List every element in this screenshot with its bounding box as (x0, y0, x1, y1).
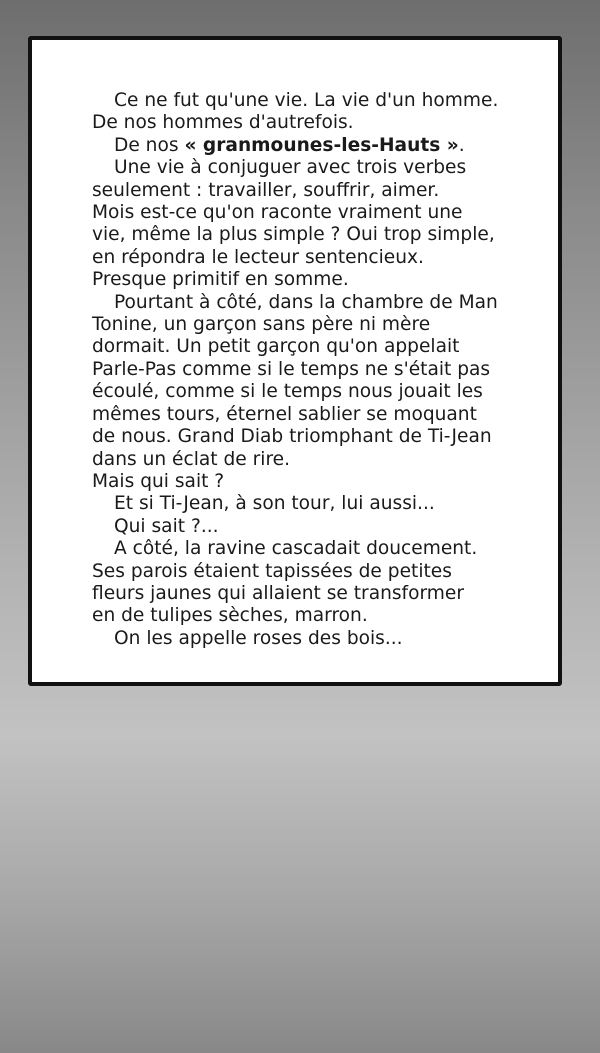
text-line: Ses parois étaient tapissées de petites (92, 560, 452, 582)
text-line: dans un éclat de rire. (92, 448, 291, 470)
text-line: Mois est-ce qu'on raconte vraiment une (92, 202, 463, 224)
text-fragment: De nos (114, 134, 185, 156)
passage-text (92, 90, 532, 650)
text-line: Ce ne fut qu'une vie. La vie d'un homme. (114, 90, 499, 111)
text-line: en de tulipes sèches, marron. (92, 605, 368, 627)
bold-title: « granmounes-les-Hauts » (184, 134, 459, 156)
text-line: fleurs jaunes qui allaient se transformer (92, 582, 464, 604)
text-line: vie, même la plus simple ? Oui trop simple, (92, 224, 495, 246)
text-line: dormait. Un petit garçon qu'on appelait (92, 336, 460, 358)
text-line: A côté, la ravine cascadait doucement. (114, 538, 478, 560)
text-line: De nos hommes d'autrefois. (92, 112, 354, 134)
text-line: Qui sait ?... (114, 515, 219, 537)
text-line: en répondra le lecteur sentencieux. (92, 246, 424, 268)
text-line: Tonine, un garçon sans père ni mère (92, 314, 431, 336)
text-line: On les appelle roses des bois... (114, 627, 403, 649)
text-line: Presque primitif en somme. (92, 269, 349, 291)
text-line: Une vie à conjuguer avec trois verbes (114, 157, 467, 179)
text-panel (28, 36, 562, 686)
text-line: Mais qui sait ? (92, 470, 225, 492)
text-line: Parle-Pas comme si le temps ne s'était pas (92, 358, 491, 380)
text-line: écoulé, comme si le temps nous jouait les (92, 381, 483, 403)
text-fragment: . (458, 134, 465, 156)
text-line: mêmes tours, éternel sablier se moquant (92, 403, 477, 425)
text-line: Pourtant à côté, dans la chambre de Man (114, 291, 498, 313)
text-line: de nous. Grand Diab triomphant de Ti-Jean (92, 426, 492, 448)
text-line: seulement : travailler, souffrir, aimer. (92, 179, 440, 201)
text-line (92, 135, 532, 157)
text-line: Et si Ti-Jean, à son tour, lui aussi... (114, 493, 435, 515)
